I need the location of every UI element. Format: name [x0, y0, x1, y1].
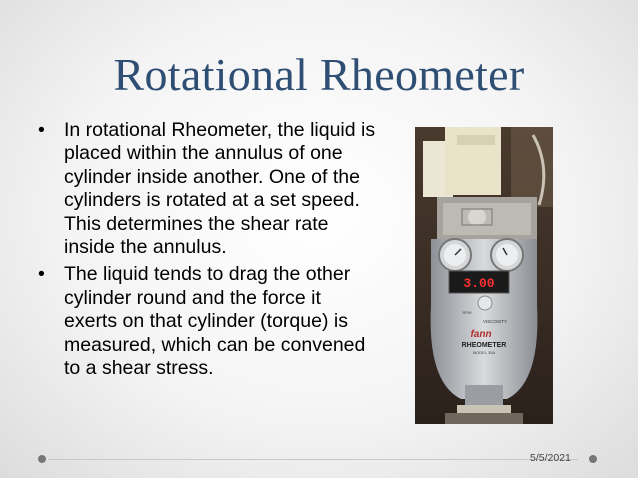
footer-divider [48, 459, 578, 460]
bullet-list [36, 119, 376, 384]
slide-date: 5/5/2021 [530, 452, 571, 464]
brand-label: fann [470, 329, 492, 340]
bullet-marker: • [38, 119, 45, 141]
model-label: MODEL 35A [472, 350, 496, 355]
footer-dot-right [589, 455, 597, 463]
bullet-text: In rotational Rheometer, the liquid is placed within the annulus of one cylinder inside another. One of the cylinders is rotated at a set speed. This determines the shear rate inside the annulus. [64, 119, 376, 259]
bullet-item [36, 263, 376, 380]
bullet-text: The liquid tends to drag the other cylinder round and the force it exerts on that cylinder (torque) is measured, which can be convened to a shear stress. [64, 263, 366, 380]
slide-title: Rotational Rheometer [113, 49, 525, 100]
footer-dot-left [38, 455, 46, 463]
bullet-marker: • [38, 263, 45, 286]
panel-label: VISCOSITY [482, 319, 508, 324]
product-label: RHEOMETER [461, 342, 507, 349]
rheometer-photo [415, 127, 553, 424]
display-readout: 3.00 [463, 276, 495, 291]
dial-label: RPM [462, 310, 472, 315]
bullet-item [36, 119, 376, 259]
rheometer-illustration [415, 127, 553, 424]
